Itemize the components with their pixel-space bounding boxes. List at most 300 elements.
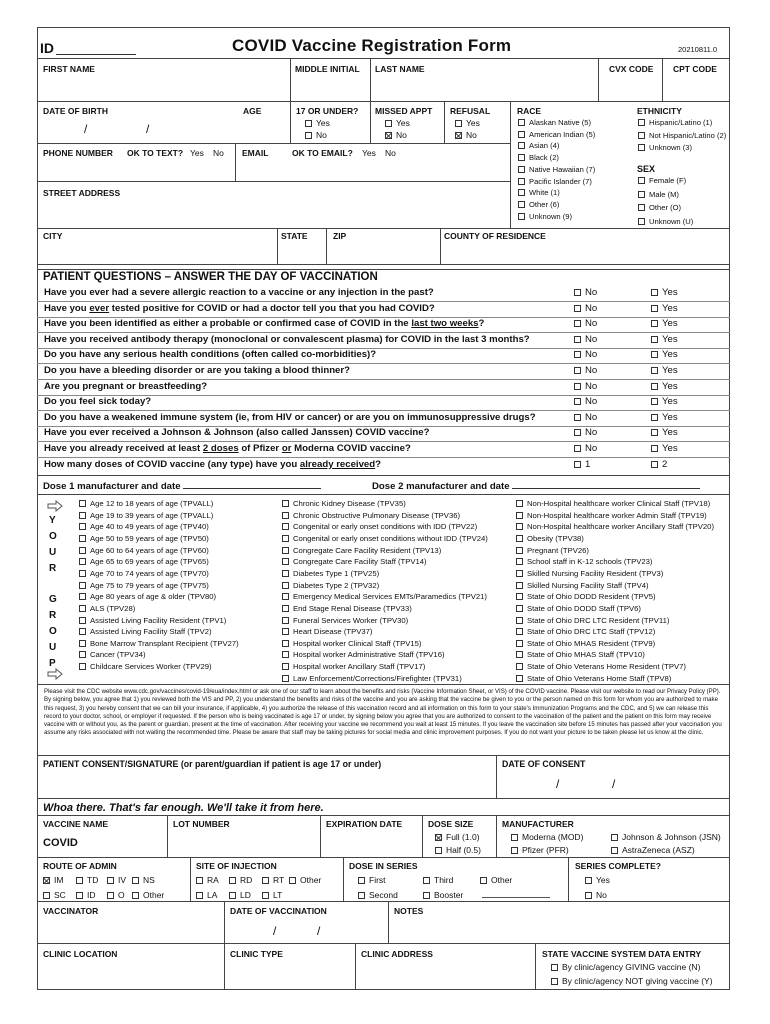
sex-option[interactable]	[638, 176, 686, 185]
priority-group-option[interactable]	[282, 639, 421, 648]
answer-option[interactable]	[651, 443, 678, 454]
exp-label: EXPIRATION DATE	[326, 819, 403, 829]
checkbox-icon	[651, 336, 658, 343]
checkbox-icon	[79, 663, 86, 670]
answer-option[interactable]	[651, 334, 678, 345]
dose2-label: Dose 2 manufacturer and date	[372, 481, 700, 492]
first-name-label: FIRST NAME	[43, 64, 95, 74]
side-letter: U	[49, 642, 57, 653]
priority-group-option-text: Age 40 to 49 years of age (TPV40)	[90, 522, 209, 532]
manufacturer-label: MANUFACTURER	[502, 819, 574, 829]
priority-group-option[interactable]	[516, 546, 589, 555]
race-option-text: Alaskan Native (5)	[529, 118, 592, 127]
priority-group-option[interactable]	[79, 604, 135, 613]
answer-option[interactable]	[574, 303, 597, 314]
mfr-jnj[interactable]: Johnson & Johnson (JSN)	[611, 832, 721, 842]
ethnicity-option[interactable]	[638, 143, 692, 152]
priority-group-option[interactable]	[516, 639, 655, 648]
answer-option-text: Yes	[662, 380, 678, 392]
checkbox-icon	[574, 383, 581, 390]
section-rule	[37, 475, 730, 476]
mfr-astrazeneca[interactable]: AstraZeneca (ASZ)	[611, 845, 695, 855]
question-text	[44, 318, 484, 329]
under17-yes[interactable]: Yes	[305, 118, 330, 128]
priority-group-option[interactable]	[282, 522, 477, 531]
vaccine-name-value: COVID	[43, 837, 78, 849]
checkbox-icon	[480, 877, 487, 884]
refusal-no[interactable]: No	[455, 130, 477, 140]
site-la[interactable]: LA	[196, 890, 217, 900]
checkbox-icon	[518, 119, 525, 126]
checkbox-icon	[585, 892, 592, 899]
priority-group-option[interactable]	[79, 639, 239, 648]
question-part: ever	[89, 302, 110, 314]
answer-option[interactable]	[651, 412, 678, 423]
answer-option[interactable]	[574, 396, 597, 407]
priority-group-option[interactable]	[282, 604, 412, 613]
answer-option-text: Yes	[662, 396, 678, 408]
row-rule	[37, 901, 730, 902]
priority-group-option-text: State of Ohio DODD Resident (TPV5)	[527, 592, 656, 602]
checkbox-icon	[651, 414, 658, 421]
side-letter: P	[49, 658, 56, 669]
priority-group-option[interactable]	[516, 616, 669, 625]
priority-group-option[interactable]	[516, 522, 714, 531]
refusal-yes[interactable]: Yes	[455, 118, 480, 128]
question-part: of Pfizer	[238, 443, 282, 454]
series-complete-no[interactable]: No	[585, 890, 607, 900]
route-other[interactable]: Other	[132, 890, 164, 900]
checkbox-icon	[518, 142, 525, 149]
divider	[190, 857, 191, 901]
ok-email-label: OK TO EMAIL?	[292, 148, 353, 158]
checkbox-icon	[574, 414, 581, 421]
header-rule	[37, 58, 730, 59]
row-rule	[37, 857, 730, 858]
series-other[interactable]: Other	[480, 875, 512, 885]
checkbox-icon	[282, 663, 289, 670]
missed-yes[interactable]: Yes	[385, 118, 410, 128]
checkbox-icon	[282, 500, 289, 507]
last-name-label: LAST NAME	[375, 64, 425, 74]
priority-group-option[interactable]	[516, 627, 655, 636]
priority-group-option[interactable]	[516, 569, 663, 578]
checked-box-icon	[455, 132, 462, 139]
answer-option-text: Yes	[662, 318, 678, 330]
priority-group-option-text: State of Ohio DODD Staff (TPV6)	[527, 603, 641, 613]
series-first[interactable]: First	[358, 875, 386, 885]
priority-group-option-text: State of Ohio Veterans Home Staff (TPV8)	[527, 673, 672, 683]
answer-option[interactable]	[651, 427, 678, 438]
question-part: Do you have any serious health conditions (often called co-morbidities)?	[44, 349, 377, 361]
checkbox-icon	[611, 834, 618, 841]
checkbox-icon	[516, 605, 523, 612]
sex-option-text: Female (F)	[649, 176, 687, 185]
state-giving[interactable]: By clinic/agency GIVING vaccine (N)	[551, 962, 700, 972]
checkbox-icon	[262, 877, 269, 884]
priority-group-option[interactable]	[79, 499, 213, 508]
sex-option[interactable]	[638, 217, 693, 226]
question-part: Are you pregnant or breastfeeding?	[44, 380, 208, 392]
checkbox-icon	[516, 593, 523, 600]
ok-text-yes[interactable]: Yes	[190, 148, 204, 158]
priority-group-option[interactable]	[516, 650, 645, 659]
checkbox-icon	[79, 640, 86, 647]
question-text	[44, 396, 151, 407]
priority-group-option-text: Age 19 to 39 years of age (TPVALL)	[90, 510, 214, 520]
question-part: tested positive for COVID or had a doctor tell you that you had COVID?	[109, 302, 435, 314]
checkbox-icon	[651, 305, 658, 312]
answer-option[interactable]	[574, 349, 597, 360]
race-option[interactable]	[518, 212, 572, 221]
priority-group-option[interactable]	[282, 674, 462, 683]
priority-group-option-text: Age 50 to 59 years of age (TPV50)	[90, 533, 209, 543]
checkbox-icon	[574, 429, 581, 436]
answer-option-text: No	[585, 411, 598, 423]
checkbox-icon	[516, 570, 523, 577]
route-label: ROUTE OF ADMIN	[43, 861, 117, 871]
race-option[interactable]	[518, 177, 592, 186]
answer-option[interactable]	[651, 459, 667, 470]
checkbox-icon	[229, 892, 236, 899]
route-im[interactable]: IM	[43, 875, 63, 885]
priority-group-option[interactable]	[79, 592, 216, 601]
priority-group-option[interactable]	[516, 604, 641, 613]
route-id[interactable]: ID	[76, 890, 96, 900]
ok-email-no[interactable]: No	[385, 148, 396, 158]
email-label: EMAIL	[242, 148, 269, 158]
priority-group-option-text: Non-Hospital healthcare worker Ancillary Staff (TPV20)	[527, 522, 714, 532]
cvx-code-label: CVX CODE	[609, 64, 654, 74]
checkbox-icon	[638, 191, 645, 198]
race-option-text: Pacific Islander (7)	[529, 176, 592, 186]
site-rt[interactable]: RT	[262, 875, 284, 885]
divider	[290, 58, 291, 101]
question-text	[44, 303, 435, 314]
checkbox-icon	[79, 535, 86, 542]
checkbox-icon	[516, 512, 523, 519]
question-part: Have you	[44, 302, 90, 314]
row-rule	[37, 101, 730, 102]
checkbox-icon	[423, 877, 430, 884]
ethnicity-option[interactable]	[638, 131, 726, 140]
priority-group-option[interactable]	[79, 534, 209, 543]
sex-option-text: Unknown (U)	[649, 216, 694, 226]
route-td[interactable]: TD	[76, 875, 98, 885]
divider	[167, 815, 168, 857]
side-letter: O	[49, 531, 57, 542]
dose1-label: Dose 1 manufacturer and date	[43, 481, 321, 492]
answer-option[interactable]	[651, 365, 678, 376]
divider	[568, 857, 569, 901]
answer-option[interactable]	[574, 443, 597, 454]
checkbox-icon	[282, 640, 289, 647]
checkbox-icon	[79, 617, 86, 624]
answer-option[interactable]	[651, 318, 678, 329]
question-part: last two weeks	[411, 318, 479, 330]
site-lt[interactable]: LT	[262, 890, 282, 900]
priority-group-option[interactable]	[282, 534, 488, 543]
priority-group-option[interactable]	[79, 616, 226, 625]
missed-no[interactable]: No	[385, 130, 407, 140]
age-label: AGE	[243, 106, 262, 116]
checkbox-icon	[435, 847, 442, 854]
checkbox-icon	[574, 289, 581, 296]
priority-group-option[interactable]	[516, 511, 707, 520]
side-letter: G	[49, 594, 57, 605]
checkbox-icon	[282, 547, 289, 554]
priority-group-option-text: ALS (TPV28)	[90, 603, 136, 613]
answer-option[interactable]	[651, 303, 678, 314]
race-option[interactable]	[518, 165, 595, 174]
section-rule	[37, 815, 730, 816]
booster-line[interactable]	[482, 897, 550, 898]
signature-label: PATIENT CONSENT/SIGNATURE (or parent/guardian if patient is age 17 or under)	[43, 759, 382, 769]
divider	[355, 943, 356, 990]
ethnicity-option-text: Unknown (3)	[649, 143, 693, 152]
checkbox-icon	[282, 582, 289, 589]
checkbox-icon	[518, 201, 525, 208]
dob-label: DATE OF BIRTH	[43, 106, 109, 116]
id-underline[interactable]	[56, 54, 136, 55]
row-rule	[37, 264, 730, 265]
dose-size-label: DOSE SIZE	[428, 819, 474, 829]
priority-group-option-text: Age 65 to 69 years of age (TPV65)	[90, 557, 209, 567]
ok-text-no[interactable]: No	[213, 148, 224, 158]
answer-option[interactable]	[651, 349, 678, 360]
divider	[662, 58, 663, 101]
mfr-moderna[interactable]: Moderna (MOD)	[511, 832, 583, 842]
series-booster[interactable]: Booster	[423, 890, 463, 900]
priority-group-option[interactable]	[79, 546, 209, 555]
state-not-giving[interactable]: By clinic/agency NOT giving vaccine (Y)	[551, 976, 713, 986]
date-vacc-label: DATE OF VACCINATION	[230, 906, 327, 916]
priority-group-option-text: Funeral Services Worker (TPV30)	[293, 615, 409, 625]
divider	[343, 857, 344, 901]
priority-group-option[interactable]	[516, 534, 584, 543]
route-sc[interactable]: SC	[43, 890, 66, 900]
dose-series-label: DOSE IN SERIES	[349, 861, 418, 871]
priority-group-option[interactable]	[79, 581, 209, 590]
answer-option-text: No	[585, 365, 598, 376]
site-other[interactable]: Other	[289, 875, 321, 885]
question-part: Have you received antibody therapy (monoclonal or convalescent plasma) for COVID in the last 3 months?	[44, 333, 530, 345]
series-complete-yes[interactable]: Yes	[585, 875, 610, 885]
checkbox-icon	[551, 978, 558, 985]
answer-option[interactable]	[574, 287, 597, 298]
question-part: Have you already received at least	[44, 443, 203, 454]
checkbox-icon	[79, 605, 86, 612]
priority-group-option[interactable]	[516, 662, 686, 671]
checkbox-icon	[516, 547, 523, 554]
answer-option[interactable]	[651, 381, 678, 392]
priority-group-option-text: Chronic Obstructive Pulmonary Disease (TPV36)	[293, 510, 461, 520]
checkbox-icon	[282, 651, 289, 658]
priority-group-option[interactable]	[79, 557, 209, 566]
ethnicity-option[interactable]	[638, 118, 712, 127]
divider	[224, 943, 225, 990]
priority-group-option-text: Cancer (TPV34)	[90, 650, 146, 660]
answer-option[interactable]	[574, 334, 597, 345]
priority-group-option-text: Non-Hospital healthcare worker Admin Staff (TPV19)	[527, 510, 707, 520]
clinic-address-label: CLINIC ADDRESS	[361, 949, 433, 959]
answer-option[interactable]	[574, 365, 597, 376]
under17-no[interactable]: No	[305, 130, 327, 140]
answer-option[interactable]	[574, 412, 597, 423]
divider	[370, 101, 371, 143]
race-option[interactable]	[518, 130, 595, 139]
priority-group-option[interactable]	[79, 650, 146, 659]
priority-group-option[interactable]	[516, 557, 652, 566]
section-rule	[37, 755, 730, 756]
answer-option[interactable]	[574, 427, 597, 438]
under17-label: 17 OR UNDER?	[296, 106, 359, 116]
row-rule	[37, 228, 730, 229]
route-ns[interactable]: NS	[132, 875, 155, 885]
zip-label: ZIP	[333, 231, 347, 241]
checkbox-icon	[574, 336, 581, 343]
race-option[interactable]	[518, 118, 591, 127]
dose-full[interactable]: Full (1.0)	[435, 832, 480, 842]
lot-label: LOT NUMBER	[173, 819, 230, 829]
route-o[interactable]: O	[107, 890, 125, 900]
checkbox-icon	[574, 398, 581, 405]
checkbox-icon	[651, 320, 658, 327]
ethnicity-option-text: Hispanic/Latino (1)	[649, 118, 713, 127]
priority-group-option[interactable]	[516, 581, 649, 590]
arrow-right-icon	[47, 668, 63, 680]
priority-group-option[interactable]	[79, 511, 213, 520]
priority-group-option-text: State of Ohio Veterans Home Resident (TPV7)	[527, 662, 686, 672]
race-option[interactable]	[518, 200, 559, 209]
checkbox-icon	[196, 892, 203, 899]
priority-group-option[interactable]	[282, 569, 379, 578]
divider	[224, 901, 225, 943]
side-letter: Y	[49, 515, 56, 526]
section-rule	[37, 494, 730, 495]
state-system-label: STATE VACCINE SYSTEM DATA ENTRY	[542, 949, 702, 959]
priority-group-option[interactable]	[282, 499, 406, 508]
consent-legal-text: Please visit the CDC website www.cdc.gov/vaccines/covid-19/eua/index.html or ask one of our staff to learn about the benefits and risks (Vaccine Information Sheet, or VIS) of the COVID vaccine. Please visit our website to read our Privacy Policy (PP). By signing below, you agree that 1) you reviewed both the VIS and PP, 2) you understand the benefits and risks of the vaccine and you are asking that the vaccine be given to you or the person named on this form for whom you are authorized to make this request, 3) you hereby consent that we can bill your insurance, if applicable, 4) you authorize the release of this vaccination record and all information on this form to your state's Immunization Programs and the CDC, and 5) we can release this record to your doctor, school, or employer if requested. If the person who is being vaccinated is age 17 or under, by signing below you agree that you are authorized to consent to the vaccination of the patient and the patient on this form may receive vaccine with or without you, as the parent or guardian, present at the time of vaccination. After receiving your vaccine we recommend you wait at least 15 minutes. If you leave the vaccination site before 15 minutes has passed after your vaccination you assume any risks associated with not waiting the recommended time. Please be aware that staff may be taking pictures for social media and clinic improvement purposes. If you do not want your picture to be taken please let us know at the clinic.	[44, 688, 722, 737]
clinic-location-label: CLINIC LOCATION	[43, 949, 118, 959]
divider	[496, 815, 497, 857]
route-iv[interactable]: IV	[107, 875, 126, 885]
checkbox-icon	[358, 877, 365, 884]
site-rd[interactable]: RD	[229, 875, 252, 885]
priority-group-option[interactable]	[282, 546, 441, 555]
checkbox-icon	[132, 892, 139, 899]
checkbox-icon	[282, 523, 289, 530]
ok-email-yes[interactable]: Yes	[362, 148, 376, 158]
checkbox-icon	[196, 877, 203, 884]
form-title: COVID Vaccine Registration Form	[232, 36, 512, 55]
side-letter: U	[49, 547, 57, 558]
sex-option[interactable]	[638, 190, 679, 199]
checkbox-icon	[516, 535, 523, 542]
site-ra[interactable]: RA	[196, 875, 219, 885]
priority-group-option-text: Diabetes Type 2 (TPV32)	[293, 580, 380, 590]
priority-group-option[interactable]	[79, 662, 212, 671]
race-option-text: American Indian (5)	[529, 129, 596, 139]
priority-group-option[interactable]	[79, 569, 209, 578]
series-third[interactable]: Third	[423, 875, 453, 885]
question-text	[44, 287, 434, 298]
divider	[290, 101, 291, 143]
priority-group-option[interactable]	[282, 581, 379, 590]
checkbox-icon	[651, 383, 658, 390]
series-second[interactable]: Second	[358, 890, 398, 900]
checkbox-icon	[423, 892, 430, 899]
priority-group-option[interactable]	[282, 627, 372, 636]
race-option[interactable]	[518, 188, 560, 197]
priority-group-option-text: Hospital worker Administrative Staff (TPV16)	[293, 650, 445, 660]
answer-option[interactable]	[574, 381, 597, 392]
divider	[320, 815, 321, 857]
question-part: ?	[375, 458, 382, 470]
sex-option[interactable]	[638, 203, 681, 212]
priority-group-option[interactable]	[79, 627, 212, 636]
priority-group-option[interactable]	[282, 650, 445, 659]
priority-group-option[interactable]	[282, 557, 427, 566]
series-complete-label: SERIES COMPLETE?	[575, 861, 661, 871]
checkbox-icon	[76, 877, 83, 884]
priority-group-option-text: Congenital or early onset conditions without IDD (TPV24)	[293, 533, 488, 543]
checkbox-icon	[79, 500, 86, 507]
checkbox-icon	[574, 305, 581, 312]
priority-group-option[interactable]	[282, 616, 408, 625]
race-option[interactable]	[518, 141, 559, 150]
checkbox-icon	[516, 651, 523, 658]
priority-group-option-text: Bone Marrow Transplant Recipient (TPV27)	[90, 638, 239, 648]
checkbox-icon	[107, 877, 114, 884]
site-ld[interactable]: LD	[229, 890, 251, 900]
priority-group-option[interactable]	[282, 592, 487, 601]
answer-option[interactable]	[574, 318, 597, 329]
checkbox-icon	[305, 120, 312, 127]
answer-option[interactable]	[574, 459, 590, 470]
dose-half[interactable]: Half (0.5)	[435, 845, 481, 855]
priority-group-option[interactable]	[516, 499, 710, 508]
priority-group-option[interactable]	[282, 511, 460, 520]
row-rule	[37, 143, 510, 144]
mfr-pfizer[interactable]: Pfizer (PFR)	[511, 845, 569, 855]
race-option[interactable]	[518, 153, 559, 162]
answer-option-text: No	[585, 396, 598, 408]
dob-slash-2: /	[146, 122, 150, 136]
priority-group-option[interactable]	[282, 662, 425, 671]
priority-group-option-text: Law Enforcement/Corrections/Firefighter (TPV31)	[293, 673, 462, 683]
side-letter: O	[49, 626, 57, 637]
answer-option[interactable]	[651, 396, 678, 407]
checkbox-icon	[132, 877, 139, 884]
checkbox-icon	[651, 367, 658, 374]
dose2-line[interactable]	[512, 488, 700, 489]
answer-option-text: Yes	[662, 411, 678, 423]
priority-group-option-text: Diabetes Type 1 (TPV25)	[293, 568, 380, 578]
priority-group-option[interactable]	[516, 592, 656, 601]
dose1-line[interactable]	[183, 488, 321, 489]
answer-option[interactable]	[651, 287, 678, 298]
ok-text-label: OK TO TEXT?	[127, 148, 184, 158]
race-option-text: Unknown (9)	[529, 211, 573, 221]
checkbox-icon	[511, 834, 518, 841]
answer-option-text: Yes	[662, 349, 678, 361]
checkbox-icon	[574, 445, 581, 452]
priority-group-option[interactable]	[79, 522, 209, 531]
checkbox-icon	[574, 461, 581, 468]
checkbox-icon	[551, 964, 558, 971]
priority-group-option[interactable]	[516, 674, 671, 683]
